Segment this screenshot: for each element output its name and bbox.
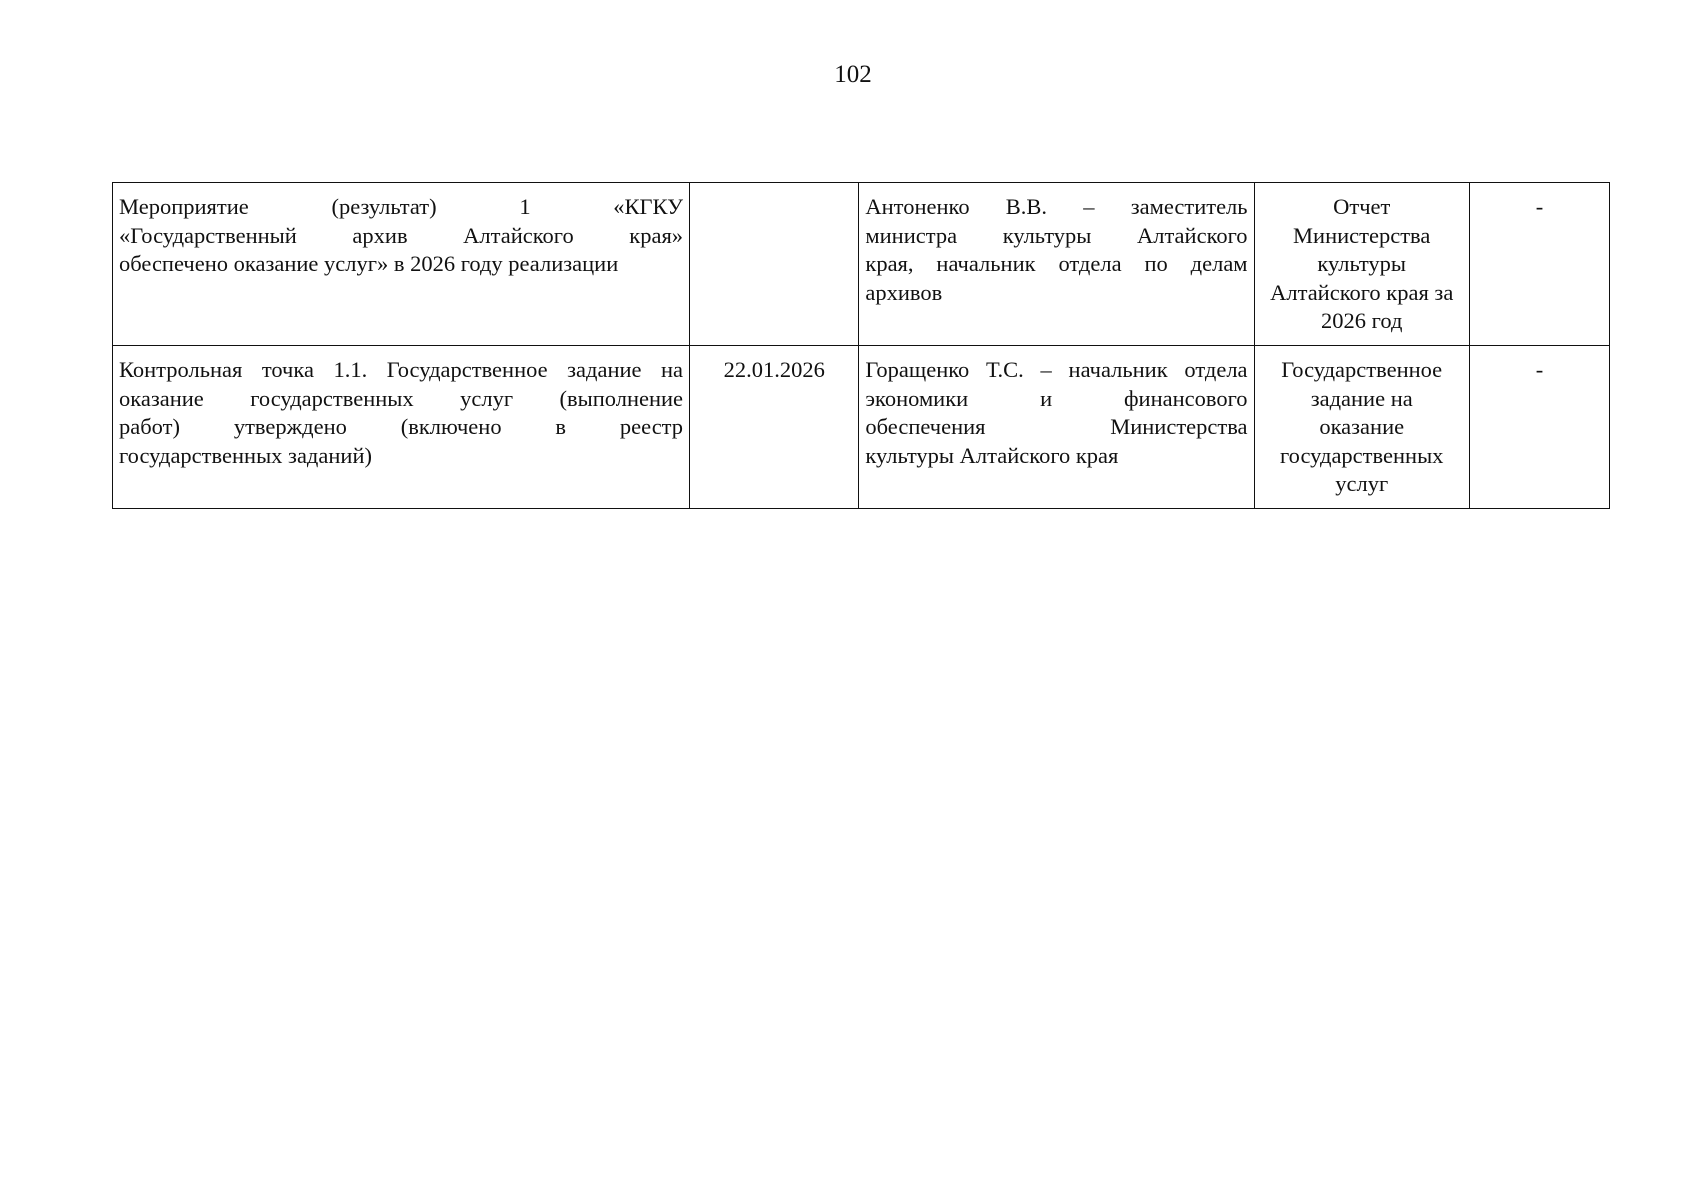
responsible-line: культуры Алтайского края — [865, 442, 1119, 468]
responsible-line: Горащенко Т.С. – начальник отдела — [865, 357, 1248, 382]
event-cell — [113, 346, 690, 509]
page-number: 102 — [834, 61, 872, 88]
document-line: Алтайского края за — [1270, 279, 1454, 305]
responsible-line: края, начальник отдела по делам — [865, 251, 1248, 276]
event-cell — [113, 183, 690, 346]
document-cell — [1254, 346, 1469, 509]
plan-table — [112, 182, 1610, 509]
responsible-cell — [859, 346, 1254, 509]
responsible-line: экономики и финансового — [865, 385, 1248, 411]
table-row — [113, 183, 1610, 346]
document-line: государственных — [1280, 442, 1444, 468]
document-line: культуры — [1317, 251, 1407, 276]
table-row — [113, 346, 1610, 509]
date-cell: 22.01.2026 — [690, 346, 859, 509]
document-line: услуг — [1335, 471, 1389, 496]
document-line: Государственное — [1281, 357, 1443, 382]
document-line: оказание — [1319, 414, 1405, 439]
responsible-line: архивов — [865, 279, 943, 305]
event-line: работ) утверждено (включено в реестр — [119, 414, 684, 439]
info-cell: - — [1469, 346, 1609, 509]
document-line: Отчет — [1333, 194, 1391, 219]
responsible-line: обеспечения Министерства — [865, 414, 1248, 439]
event-line: Контрольная точка 1.1. Государственное задание на — [119, 357, 684, 382]
responsible-cell — [859, 183, 1254, 346]
document-line: задание на — [1310, 385, 1413, 411]
info-cell: - — [1469, 183, 1609, 346]
event-line: оказание государственных услуг (выполнение — [119, 385, 684, 411]
responsible-line: министра культуры Алтайского — [865, 222, 1248, 248]
event-line: «Государственный архив Алтайского края» — [119, 222, 684, 248]
date-cell — [690, 183, 859, 346]
document-line: Министерства — [1293, 222, 1431, 248]
event-line: обеспечено оказание услуг» в 2026 году реализации — [119, 251, 619, 276]
document-cell — [1254, 183, 1469, 346]
event-line: государственных заданий) — [119, 442, 372, 468]
document-line: 2026 год — [1321, 308, 1403, 333]
event-line: Мероприятие (результат) 1 «КГКУ — [119, 194, 684, 219]
responsible-line: Антоненко В.В. – заместитель — [865, 194, 1248, 219]
